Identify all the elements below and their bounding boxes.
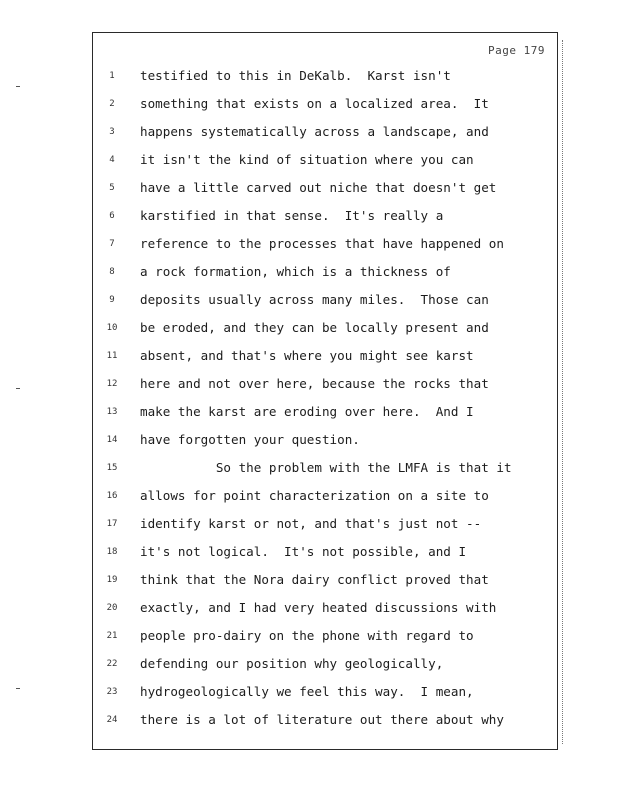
- transcript-line: [92, 146, 558, 174]
- line-number: 6: [109, 211, 115, 221]
- transcript-line: [92, 118, 558, 146]
- line-text: absent, and that's where you might see karst: [140, 348, 474, 363]
- transcript-line: [92, 706, 558, 734]
- transcript-line: [92, 510, 558, 538]
- transcript-line: [92, 454, 558, 482]
- left-margin-mark: [16, 86, 20, 87]
- transcript-line: [92, 650, 558, 678]
- transcript-line: [92, 622, 558, 650]
- line-number: 13: [106, 407, 118, 417]
- line-text: make the karst are eroding over here. And I: [140, 404, 474, 419]
- line-number: 19: [106, 575, 118, 585]
- line-text: happens systematically across a landscape, and: [140, 124, 489, 139]
- line-number: 17: [106, 519, 118, 529]
- line-number: 1: [109, 71, 115, 81]
- line-number: 10: [106, 323, 118, 333]
- transcript-line: [92, 174, 558, 202]
- line-text: exactly, and I had very heated discussions with: [140, 600, 497, 615]
- line-text: have a little carved out niche that doesn't get: [140, 180, 497, 195]
- left-margin-mark: [16, 388, 20, 389]
- line-text: here and not over here, because the rocks that: [140, 376, 489, 391]
- transcript-line: [92, 566, 558, 594]
- line-number: 15: [106, 463, 118, 473]
- line-number: 12: [106, 379, 118, 389]
- line-text: it's not logical. It's not possible, and I: [140, 544, 467, 559]
- line-text: be eroded, and they can be locally present and: [140, 320, 489, 335]
- line-number: 4: [109, 155, 115, 165]
- page-number: Page 179: [488, 44, 545, 57]
- transcript-line: [92, 370, 558, 398]
- line-text: it isn't the kind of situation where you can: [140, 152, 474, 167]
- line-number: 5: [109, 183, 115, 193]
- transcript-line: [92, 426, 558, 454]
- line-number: 18: [106, 547, 118, 557]
- line-number: 2: [109, 99, 115, 109]
- line-text: there is a lot of literature out there about why: [140, 712, 504, 727]
- line-text: something that exists on a localized area. It: [140, 96, 489, 111]
- line-number: 24: [106, 715, 118, 725]
- line-text: deposits usually across many miles. Those can: [140, 292, 489, 307]
- line-number: 14: [106, 435, 118, 445]
- transcript-lines: [92, 62, 558, 734]
- transcript-line: [92, 342, 558, 370]
- transcript-line: [92, 314, 558, 342]
- left-margin-mark: [16, 688, 20, 689]
- line-text: think that the Nora dairy conflict proved that: [140, 572, 489, 587]
- line-number: 21: [106, 631, 118, 641]
- line-number: 23: [106, 687, 118, 697]
- transcript-line: [92, 678, 558, 706]
- line-text: reference to the processes that have happened on: [140, 236, 504, 251]
- line-text: allows for point characterization on a site to: [140, 488, 489, 503]
- transcript-line: [92, 202, 558, 230]
- line-text: hydrogeologically we feel this way. I mean,: [140, 684, 474, 699]
- line-number: 7: [109, 239, 115, 249]
- transcript-line: [92, 594, 558, 622]
- transcript-line: [92, 286, 558, 314]
- line-text: people pro-dairy on the phone with regard to: [140, 628, 474, 643]
- transcript-line: [92, 398, 558, 426]
- line-number: 9: [109, 295, 115, 305]
- line-text: testified to this in DeKalb. Karst isn't: [140, 68, 451, 83]
- transcript-line: [92, 258, 558, 286]
- line-text: defending our position why geologically,: [140, 656, 444, 671]
- line-number: 11: [106, 351, 118, 361]
- transcript-line: [92, 482, 558, 510]
- line-text: identify karst or not, and that's just not --: [140, 516, 482, 531]
- transcript-line: [92, 538, 558, 566]
- line-number: 16: [106, 491, 118, 501]
- line-text: karstified in that sense. It's really a: [140, 208, 444, 223]
- line-number: 8: [109, 267, 115, 277]
- transcript-line: [92, 62, 558, 90]
- line-text: So the problem with the LMFA is that it: [140, 460, 512, 475]
- line-number: 22: [106, 659, 118, 669]
- line-text: have forgotten your question.: [140, 432, 360, 447]
- transcript-line: [92, 230, 558, 258]
- line-number: 20: [106, 603, 118, 613]
- line-number: 3: [109, 127, 115, 137]
- line-text: a rock formation, which is a thickness of: [140, 264, 451, 279]
- transcript-line: [92, 90, 558, 118]
